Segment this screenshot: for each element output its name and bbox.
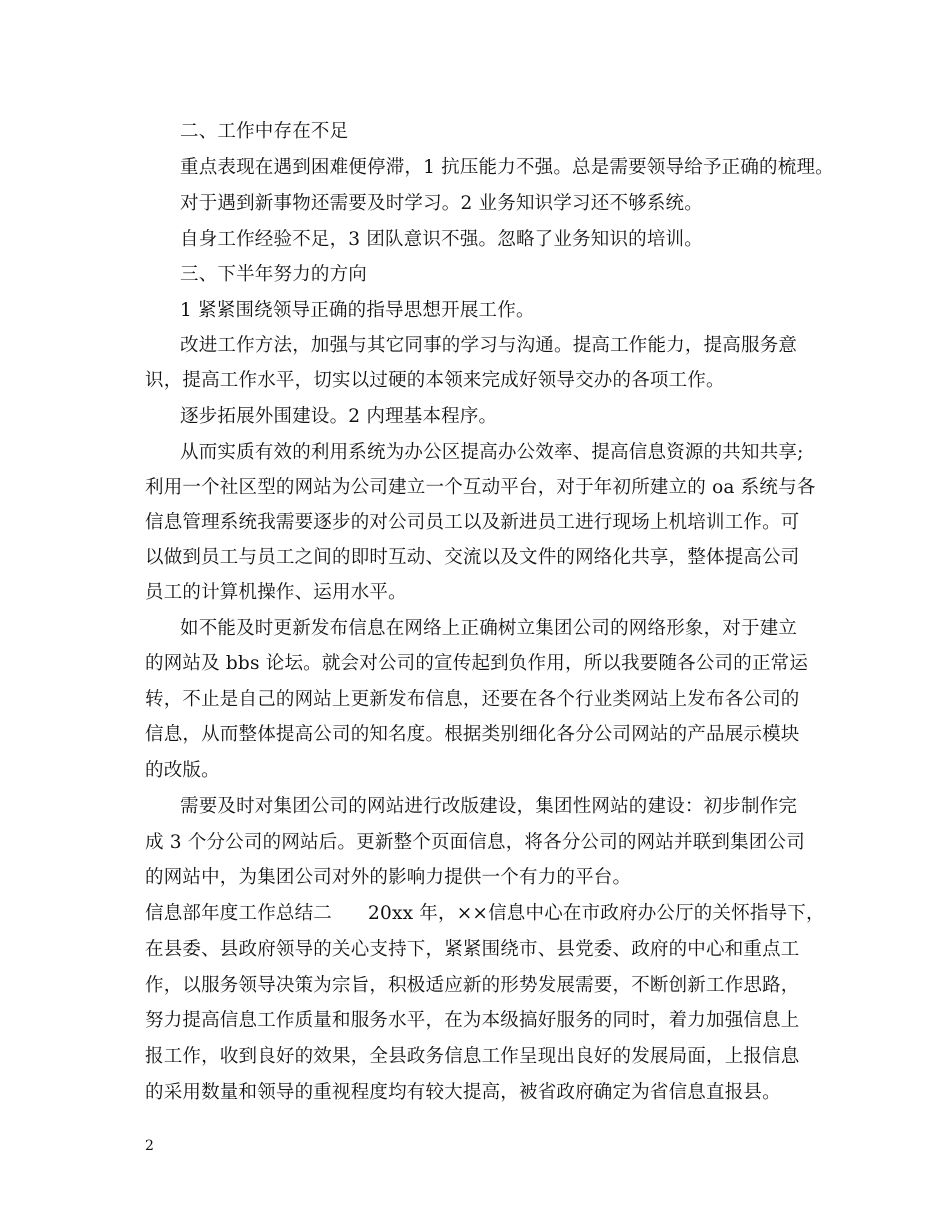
paragraph-line: 改进工作方法，加强与其它同事的学习与沟通。提高工作能力，提高服务意 — [180, 335, 798, 356]
paragraph-line: 1 紧紧围绕领导正确的指导思想开展工作。 — [180, 300, 535, 321]
paragraph-line: 的网站及 bbs 论坛。就会对公司的宣传起到负作用，所以我要随各公司的正常运 — [145, 653, 809, 674]
paragraph-line: 转，不止是自己的网站上更新发布信息，还要在各个行业类网站上发布各公司的 — [145, 689, 800, 710]
paragraph-line: 员工的计算机操作、运用水平。 — [145, 582, 407, 603]
paragraph-line: 如不能及时更新发布信息在网络上正确树立集团公司的网络形象，对于建立 — [180, 618, 798, 639]
page-number: 2 — [145, 1138, 154, 1154]
section-heading: 三、下半年努力的方向 — [180, 264, 368, 285]
paragraph-line: 利用一个社区型的网站为公司建立一个互动平台，对于年初所建立的 oa 系统与各 — [145, 477, 816, 498]
paragraph-line: 以做到员工与员工之间的即时互动、交流以及文件的网络化共享，整体提高公司 — [145, 547, 800, 568]
summary-title: 信息部年度工作总结二 — [145, 903, 333, 924]
paragraph-line: 重点表现在遇到困难便停滞，1 抗压能力不强。总是需要领导给予正确的梳理。 — [180, 157, 834, 178]
paragraph-line: 对于遇到新事物还需要及时学习。2 业务知识学习还不够系统。 — [180, 193, 703, 214]
paragraph-line: 的改版。 — [145, 760, 220, 781]
paragraph-line: 报工作，收到良好的效果，全县政务信息工作呈现出良好的发展局面，上报信息 — [145, 1046, 800, 1067]
paragraph-line: 逐步拓展外围建设。2 内理基本程序。 — [180, 406, 498, 427]
section-heading: 二、工作中存在不足 — [180, 121, 349, 142]
paragraph-line: 从而实质有效的利用系统为办公区提高办公效率、提高信息资源的共知共享; — [180, 442, 804, 463]
paragraph-line: 需要及时对集团公司的网站进行改版建设，集团性网站的建设：初步制作完 — [180, 796, 798, 817]
paragraph-line: 自身工作经验不足，3 团队意识不强。忽略了业务知识的培训。 — [180, 229, 703, 250]
paragraph-line: 的网站中，为集团公司对外的影响力提供一个有力的平台。 — [145, 867, 632, 888]
summary-title-line — [145, 903, 825, 925]
paragraph-line: 成 3 个分公司的网站后。更新整个页面信息，将各分公司的网站并联到集团公司 — [145, 832, 805, 853]
paragraph-line: 作，以服务领导决策为宗旨，积极适应新的形势发展需要，不断创新工作思路， — [145, 975, 800, 996]
paragraph-line: 在县委、县政府领导的关心支持下，紧紧围绕市、县党委、政府的中心和重点工 — [145, 939, 800, 960]
paragraph-text: 20xx 年，××信息中心在市政府办公厅的关怀指导下， — [368, 903, 825, 924]
paragraph-line: 信息管理系统我需要逐步的对公司员工以及新进员工进行现场上机培训工作。可 — [145, 512, 800, 533]
paragraph-line: 信息，从而整体提高公司的知名度。根据类别细化各分公司网站的产品展示模块 — [145, 724, 800, 745]
paragraph-line: 努力提高信息工作质量和服务水平，在为本级搞好服务的同时，着力加强信息上 — [145, 1010, 800, 1031]
paragraph-line: 识，提高工作水平，切实以过硬的本领来完成好领导交办的各项工作。 — [145, 370, 725, 391]
paragraph-line: 的采用数量和领导的重视程度均有较大提高，被省政府确定为省信息直报县。 — [145, 1082, 781, 1103]
